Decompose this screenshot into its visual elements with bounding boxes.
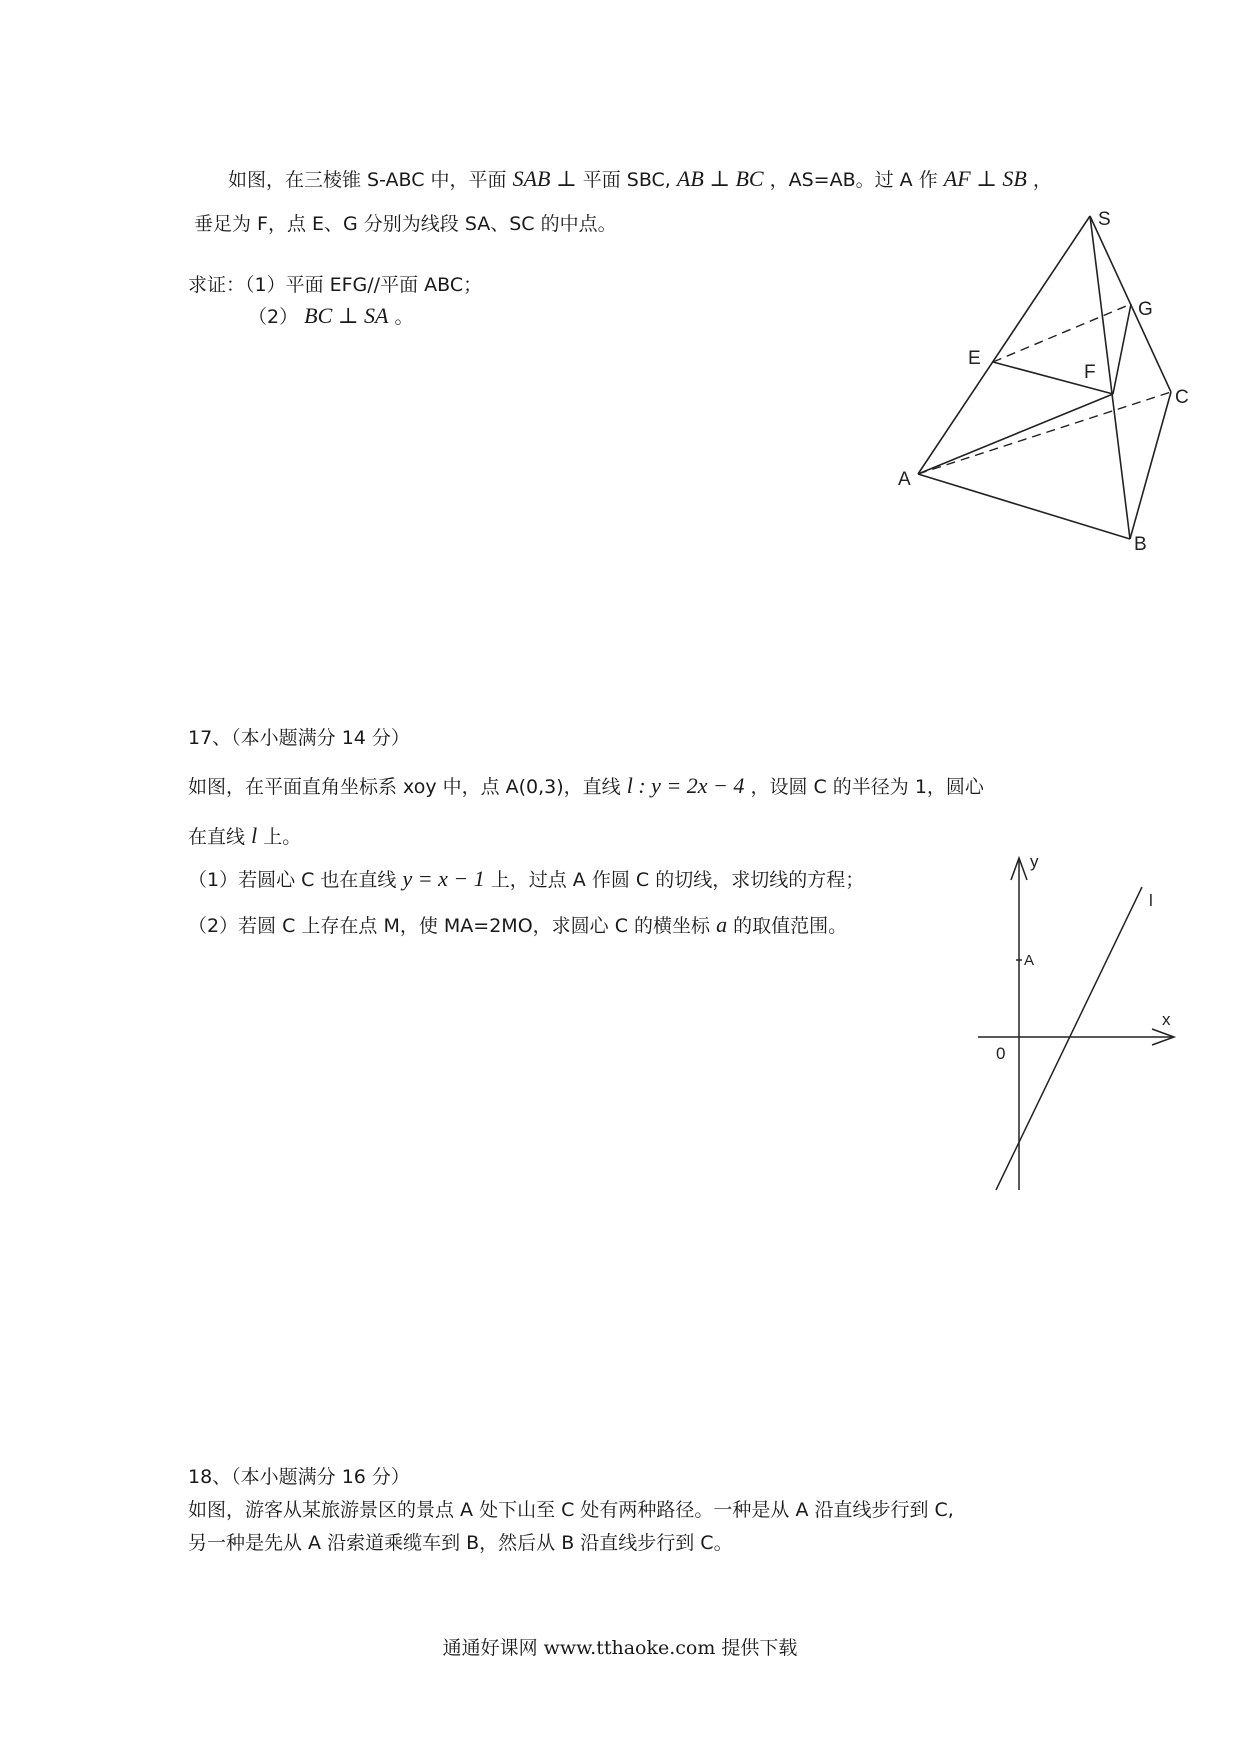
label-b: B	[1134, 534, 1147, 555]
math-a: a	[716, 912, 728, 937]
p16-line-2: 垂足为 F，点 E、G 分别为线段 SA、SC 的中点。	[194, 213, 617, 235]
label-point-a: A	[1024, 952, 1035, 969]
label-y: y	[1030, 852, 1039, 871]
math-ab-perp-bc: AB ⊥ BC	[676, 166, 764, 191]
p17-line-3: （1）若圆心 C 也在直线 y = x − 1 上，过点 A 作圆 C 的切线，求切线的方程；	[188, 866, 865, 891]
label-a: A	[898, 469, 911, 490]
math-sab-perp: SAB ⊥	[512, 166, 577, 191]
p18-heading: 18、（本小题满分 16 分）	[188, 1466, 410, 1488]
label-x: x	[1162, 1010, 1171, 1029]
p16-line-4: （2） BC ⊥ SA 。	[248, 303, 414, 328]
math-bc-perp-sa: BC ⊥ SA	[304, 303, 389, 328]
p16-line-3: 求证：（1）平面 EFG//平面 ABC；	[188, 274, 483, 296]
footer-credit: 通通好课网 www.tthaoke.com 提供下载	[442, 1637, 798, 1659]
p18-line-1: 如图，游客从某旅游景区的景点 A 处下山至 C 处有两种路径。一种是从 A 沿直线步行到 C,	[188, 1499, 954, 1521]
label-s: S	[1098, 209, 1111, 230]
math-l: l	[251, 823, 258, 848]
p17-heading: 17、（本小题满分 14 分）	[188, 727, 410, 749]
label-l: l	[1149, 891, 1153, 910]
label-c: C	[1175, 387, 1189, 408]
math-y-x-1: y = x − 1	[402, 866, 485, 891]
math-line-l: l : y = 2x − 4	[626, 773, 745, 798]
label-e: E	[968, 348, 981, 369]
p18-line-2: 另一种是先从 A 沿索道乘缆车到 B，然后从 B 沿直线步行到 C。	[188, 1532, 733, 1554]
p17-line-4: （2）若圆 C 上存在点 M，使 MA=2MO，求圆心 C 的横坐标 a 的取值范围。	[188, 912, 848, 937]
p17-line-1: 如图，在平面直角坐标系 xoy 中，点 A(0,3)，直线 l : y = 2x − 4 ，设圆 C 的半径为 1，圆心	[188, 773, 984, 798]
p16-line-1: 如图，在三棱锥 S-ABC 中，平面 SAB ⊥ 平面 SBC, AB ⊥ BC ，AS=AB。过 A 作 AF ⊥ SB ，	[228, 166, 1052, 191]
label-g: G	[1138, 299, 1153, 320]
label-origin: 0	[996, 1044, 1006, 1063]
p17-line-2: 在直线 l 上。	[188, 823, 302, 848]
label-f: F	[1084, 362, 1096, 383]
math-af-perp-sb: AF ⊥ SB	[943, 166, 1027, 191]
line-l	[996, 887, 1142, 1190]
